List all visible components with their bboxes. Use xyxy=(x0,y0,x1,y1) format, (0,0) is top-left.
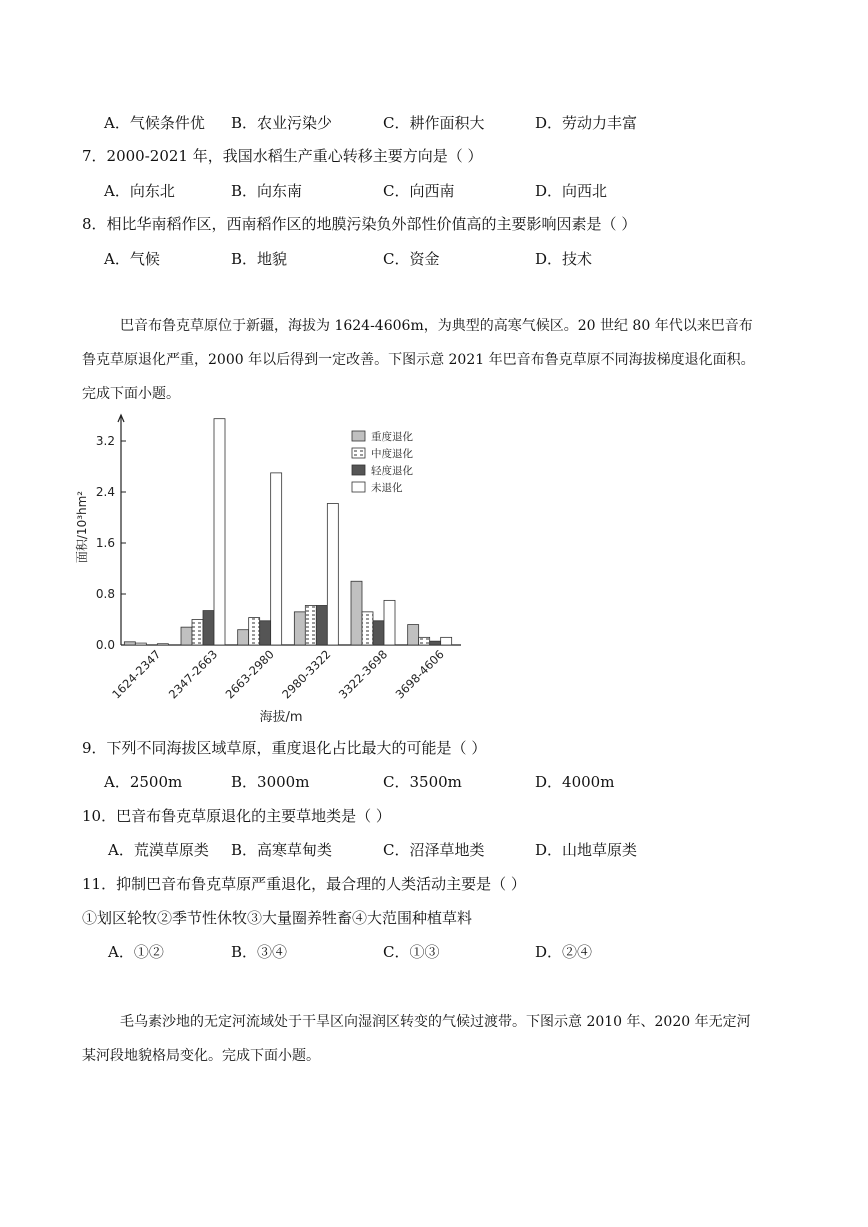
q10-option-a: A．荒漠草原类 xyxy=(108,841,209,859)
bar-2 xyxy=(135,643,146,645)
q8-stem: 8．相比华南稻作区，西南稻作区的地膜污染负外部性价值高的主要影响因素是（ ） xyxy=(82,215,637,233)
q7-option-c: C．向西南 xyxy=(383,182,455,200)
bar-2 xyxy=(362,612,373,645)
passage1-line-1: 巴音布鲁克草原位于新疆，海拔为 1624-4606m，为典型的高寒气候区。20 世纪 80 年代以来巴音布 xyxy=(120,318,753,334)
q7-option-a: A．向东北 xyxy=(104,182,175,200)
bar-3 xyxy=(203,611,214,645)
legend-label: 轻度退化 xyxy=(371,465,413,477)
q9-option-b: B．3000m xyxy=(231,773,310,791)
q11-option-b: B．③④ xyxy=(231,943,288,961)
bar-2 xyxy=(192,620,203,646)
passage1-line-3: 完成下面小题。 xyxy=(82,386,180,402)
bar-4 xyxy=(384,600,395,645)
bar-1 xyxy=(351,581,362,645)
bar-1 xyxy=(181,627,192,645)
x-tick-label: 3698-4606 xyxy=(392,647,447,702)
q9-stem: 9．下列不同海拔区域草原，重度退化占比最大的可能是（ ） xyxy=(82,739,487,757)
legend-swatch xyxy=(352,482,365,492)
x-tick-label: 2663-2980 xyxy=(222,647,277,702)
q8-option-c: C．资金 xyxy=(383,250,440,268)
x-axis-label: 海拔/m xyxy=(259,710,303,725)
q6-option-b: B．农业污染少 xyxy=(231,114,333,132)
legend-label: 重度退化 xyxy=(371,431,413,443)
legend-swatch xyxy=(352,431,365,441)
bar-2 xyxy=(305,605,316,645)
legend-swatch xyxy=(352,448,365,458)
bar-4 xyxy=(327,503,338,645)
bar-3 xyxy=(260,621,271,645)
bar-4 xyxy=(157,644,168,645)
bar-3 xyxy=(430,641,441,645)
legend-label: 中度退化 xyxy=(371,448,413,460)
q7-stem: 7．2000-2021 年，我国水稻生产重心转移主要方向是（ ） xyxy=(82,147,483,165)
legend-swatch xyxy=(352,465,365,475)
passage2-line-1: 毛乌素沙地的无定河流域处于干旱区向湿润区转变的气候过渡带。下图示意 2010 年、2020 年无定河 xyxy=(120,1014,751,1030)
y-tick-label: 3.2 xyxy=(95,434,115,448)
q7-option-d: D．向西北 xyxy=(535,182,608,200)
q11-items: ①划区轮牧②季节性休牧③大量圈养牲畜④大范围种植草料 xyxy=(82,909,473,927)
x-tick-label: 2980-3322 xyxy=(279,647,334,702)
q11-stem: 11．抑制巴音布鲁克草原严重退化，最合理的人类活动主要是（ ） xyxy=(82,875,526,893)
q10-option-d: D．山地草原类 xyxy=(535,841,638,859)
bar-3 xyxy=(373,621,384,645)
q11-option-c: C．①③ xyxy=(383,943,440,961)
q11-option-d: D．②④ xyxy=(535,943,593,961)
bar-3 xyxy=(316,605,327,645)
x-tick-label: 1624-2347 xyxy=(109,647,164,702)
q8-option-a: A．气候 xyxy=(104,250,160,268)
q10-option-b: B．高寒草甸类 xyxy=(231,841,333,859)
q10-stem: 10．巴音布鲁克草原退化的主要草地类是（ ） xyxy=(82,807,391,825)
legend-label: 未退化 xyxy=(371,482,403,494)
y-tick-label: 1.6 xyxy=(95,536,115,550)
q7-option-b: B．向东南 xyxy=(231,182,303,200)
y-tick-label: 0.8 xyxy=(95,587,115,601)
bar-2 xyxy=(419,637,430,645)
q9-option-c: C．3500m xyxy=(383,773,462,791)
y-tick-label: 2.4 xyxy=(95,485,115,499)
q6-option-c: C．耕作面积大 xyxy=(383,114,485,132)
q8-option-b: B．地貌 xyxy=(231,250,288,268)
q11-option-a: A．①② xyxy=(108,943,164,961)
q9-option-d: D．4000m xyxy=(535,773,615,791)
x-tick-label: 3322-3698 xyxy=(335,647,391,702)
q9-option-a: A．2500m xyxy=(104,773,183,791)
passage1-line-2: 鲁克草原退化严重，2000 年以后得到一定改善。下图示意 2021 年巴音布鲁克草原不同海拔梯度退化面积。 xyxy=(82,352,755,368)
y-tick-label: 0.0 xyxy=(95,638,115,652)
bar-4 xyxy=(214,419,225,645)
q6-option-d: D．劳动力丰富 xyxy=(535,114,638,132)
q6-option-a: A．气候条件优 xyxy=(104,114,205,132)
bar-1 xyxy=(124,642,135,645)
q10-option-c: C．沼泽草地类 xyxy=(383,841,485,859)
bar-1 xyxy=(408,625,419,645)
bar-4 xyxy=(441,637,452,645)
q8-option-d: D．技术 xyxy=(535,250,593,268)
passage2-line-2: 某河段地貌格局变化。完成下面小题。 xyxy=(82,1048,320,1064)
bar-2 xyxy=(249,618,260,645)
bar-1 xyxy=(294,612,305,645)
x-tick-label: 2347-2663 xyxy=(165,647,221,702)
bar-4 xyxy=(271,473,282,645)
y-axis-label: 面积/10³hm² xyxy=(75,490,89,564)
bar-1 xyxy=(238,630,249,645)
degradation-bar-chart xyxy=(60,405,480,730)
